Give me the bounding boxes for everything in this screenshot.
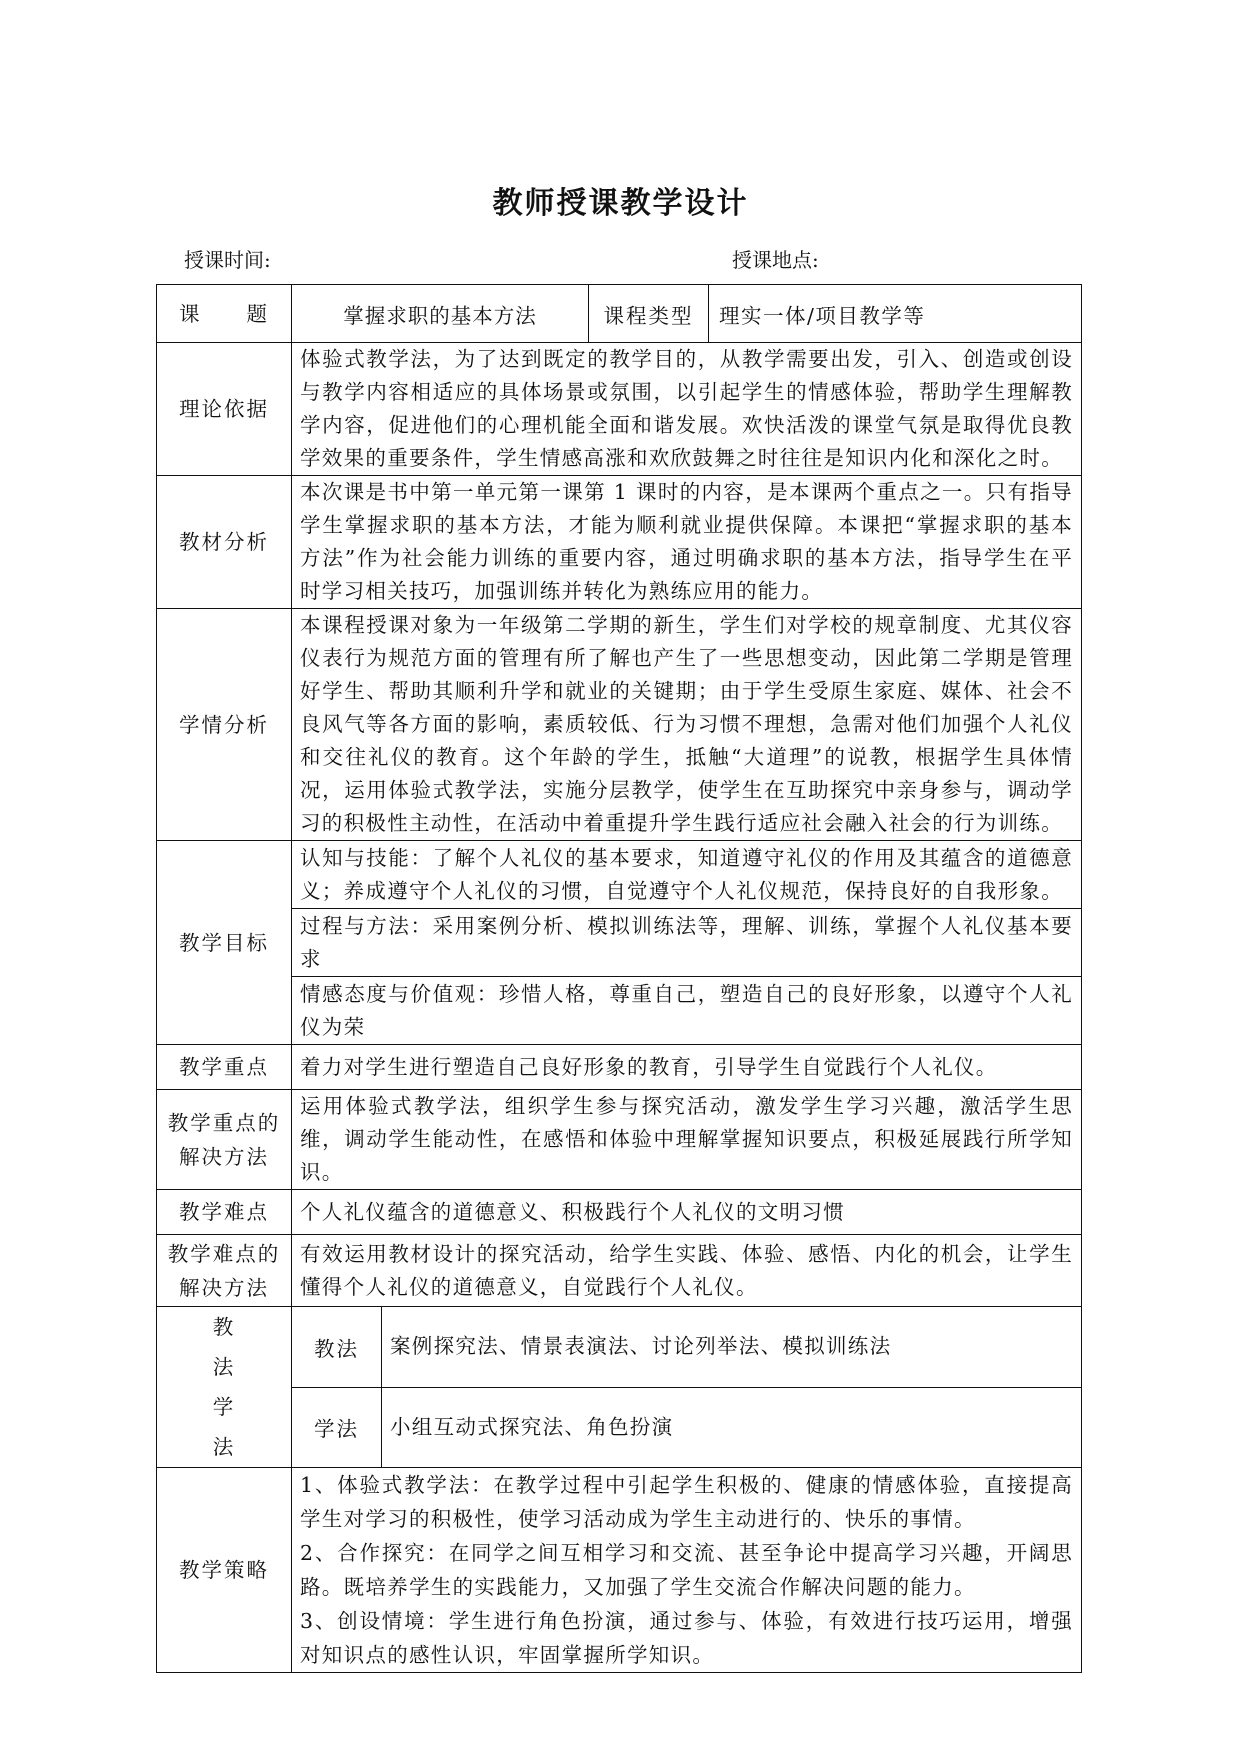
- material-row: [157, 476, 1082, 609]
- students-row: [157, 609, 1082, 841]
- course-type-value: 理实一体/项目教学等: [709, 285, 1082, 343]
- difficulty-method-label: 教学难点的解决方法: [157, 1235, 292, 1307]
- theory-row: [157, 343, 1082, 476]
- topic-label: 课 题: [157, 285, 292, 343]
- difficulty-label: 教学难点: [157, 1190, 292, 1235]
- teaching-place-label: 授课地点:: [732, 248, 819, 272]
- teaching-method-row: [157, 1307, 1082, 1388]
- topic-row: [157, 285, 1082, 343]
- course-type-label: 课程类型: [589, 285, 709, 343]
- theory-label: 理论依据: [157, 343, 292, 476]
- objective-process: 过程与方法：采用案例分析、模拟训练法等，理解、训练，掌握个人礼仪基本要求: [292, 909, 1082, 977]
- key-method-row: [157, 1090, 1082, 1190]
- methods-label: [157, 1307, 306, 1468]
- lesson-plan-table: [156, 284, 1082, 1673]
- material-text: 本次课是书中第一单元第一课第 1 课时的内容，是本课两个重点之一。只有指导学生掌握求职的基本方法，才能为顺利就业提供保障。本课把“掌握求职的基本方法”作为社会能力训练的重要内容，通过明确求职的基本方法，指导学生在平时学习相关技巧，加强训练并转化为熟练应用的能力。: [292, 476, 1082, 609]
- students-text: 本课程授课对象为一年级第二学期的新生，学生们对学校的规章制度、尤其仪容仪表行为规范方面的管理有所了解也产生了一些思想变动，因此第二学期是管理好学生、帮助其顺利升学和就业的关键期；由于学生受原生家庭、媒体、社会不良风气等各方面的影响，素质较低、行为习惯不理想，急需对他们加强个人礼仪和交往礼仪的教育。这个年龄的学生，抵触“大道理”的说教，根据学生具体情况，运用体验式教学法，实施分层教学，使学生在互助探究中亲身参与，调动学习的积极性主动性，在活动中着重提升学生践行适应社会融入社会的行为训练。: [292, 609, 1082, 841]
- objective-row: [157, 909, 1082, 977]
- key-point-row: [157, 1045, 1082, 1090]
- methods-label-learn: 学 法: [212, 1395, 306, 1459]
- objective-row: [157, 977, 1082, 1045]
- learn-method-label: 学法: [292, 1387, 382, 1468]
- page-title: 教师授课教学设计: [492, 186, 749, 221]
- key-point-text: 着力对学生进行塑造自己良好形象的教育，引导学生自觉践行个人礼仪。: [292, 1045, 1082, 1090]
- difficulty-text: 个人礼仪蕴含的道德意义、积极践行个人礼仪的文明习惯: [292, 1190, 1082, 1235]
- students-label: 学情分析: [157, 609, 292, 841]
- methods-label-teach: 教 法: [212, 1315, 306, 1379]
- difficulty-method-row: [157, 1235, 1082, 1307]
- difficulty-method-text: 有效运用教材设计的探究活动，给学生实践、体验、感悟、内化的机会，让学生懂得个人礼仪的道德意义，自觉践行个人礼仪。: [292, 1235, 1082, 1307]
- strategy-label: 教学策略: [157, 1468, 292, 1673]
- strategy-item: 1、体验式教学法：在教学过程中引起学生积极的、健康的情感体验，直接提高学生对学习的积极性，使学习活动成为学生主动进行的、快乐的事情。: [300, 1473, 1073, 1531]
- teach-method-value: 案例探究法、情景表演法、讨论列举法、模拟训练法: [382, 1307, 1082, 1388]
- objective-emotion: 情感态度与价值观：珍惜人格，尊重自己，塑造自己的良好形象，以遵守个人礼仪为荣: [292, 977, 1082, 1045]
- key-point-label: 教学重点: [157, 1045, 292, 1090]
- difficulty-row: [157, 1190, 1082, 1235]
- key-method-label: 教学重点的解决方法: [157, 1090, 292, 1190]
- key-method-text: 运用体验式教学法，组织学生参与探究活动，激发学生学习兴趣，激活学生思维，调动学生能动性，在感悟和体验中理解掌握知识要点，积极延展践行所学知识。: [292, 1090, 1082, 1190]
- strategy-text: [292, 1468, 1082, 1673]
- objectives-label: 教学目标: [157, 841, 292, 1045]
- learn-method-value: 小组互动式探究法、角色扮演: [382, 1387, 1082, 1468]
- objective-row: [157, 841, 1082, 909]
- objective-cognition: 认知与技能：了解个人礼仪的基本要求，知道遵守礼仪的作用及其蕴含的道德意义；养成遵守个人礼仪的习惯，自觉遵守个人礼仪规范，保持良好的自我形象。: [292, 841, 1082, 909]
- strategy-item: 2、合作探究：在同学之间互相学习和交流、甚至争论中提高学习兴趣，开阔思路。既培养学生的实践能力，又加强了学生交流合作解决问题的能力。: [300, 1541, 1073, 1599]
- teach-method-label: 教法: [292, 1307, 382, 1388]
- material-label: 教材分析: [157, 476, 292, 609]
- teaching-time-label: 授课时间:: [184, 248, 271, 272]
- topic-value: 掌握求职的基本方法: [292, 285, 589, 343]
- strategy-row: [157, 1468, 1082, 1673]
- strategy-item: 3、创设情境：学生进行角色扮演，通过参与、体验，有效进行技巧运用，增强对知识点的感性认识，牢固掌握所学知识。: [300, 1609, 1073, 1667]
- theory-text: 体验式教学法，为了达到既定的教学目的，从教学需要出发，引入、创造或创设与教学内容相适应的具体场景或氛围，以引起学生的情感体验，帮助学生理解教学内容，促进他们的心理机能全面和谐发展。欢快活泼的课堂气氛是取得优良教学效果的重要条件，学生情感高涨和欢欣鼓舞之时往往是知识内化和深化之时。: [292, 343, 1082, 476]
